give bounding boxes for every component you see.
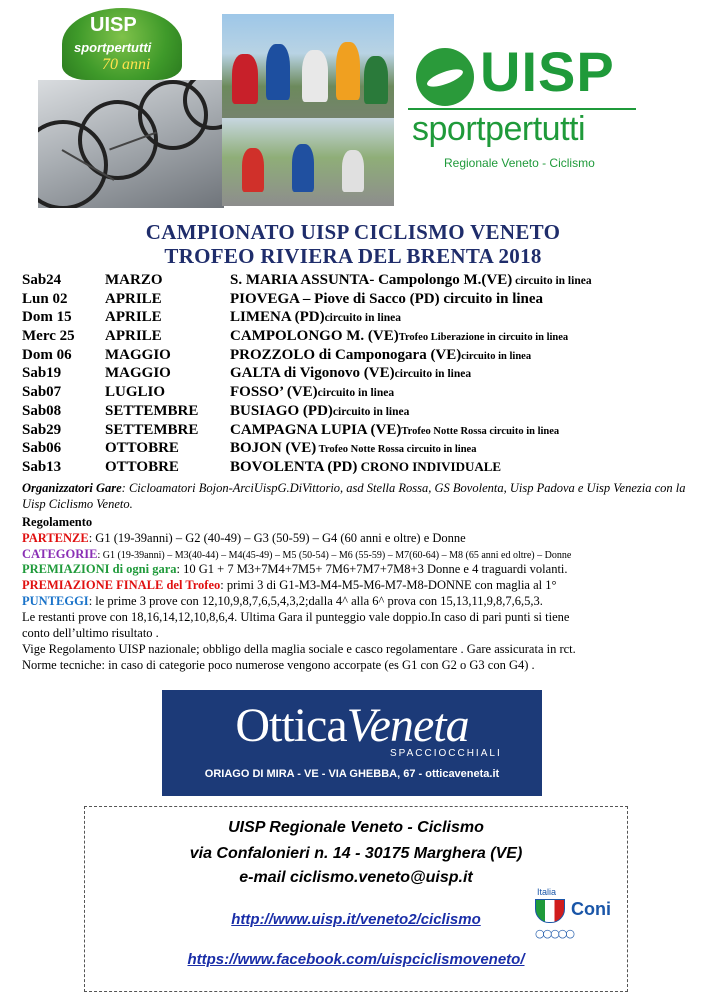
race-place (230, 347, 531, 364)
punteggi-text: : le prime 3 prove con 12,10,9,8,7,6,5,4,3,2;dalla 4^ alla 6^ prova con 15,13,11,9,8,7,6,5,3. (88, 594, 543, 608)
race-day: Sab06 (22, 440, 62, 457)
race-place-name: PIOVEGA – Piove di Sacco (PD) circuito in linea (230, 290, 544, 307)
uisp-70-anni-badge (62, 8, 182, 80)
race-day: Sab24 (22, 272, 62, 288)
race-day: Sab29 (22, 421, 62, 438)
rules-partenze (22, 531, 692, 547)
schedule-row (22, 459, 692, 478)
race-place (230, 365, 471, 382)
partenze-label: PARTENZE (22, 531, 89, 545)
logo-region: Regionale Veneto - Ciclismo (444, 156, 595, 170)
race-place (230, 459, 501, 476)
race-month: APRILE (105, 328, 162, 345)
race-day: Sab19 (22, 365, 62, 382)
race-day: Sab13 (22, 458, 62, 475)
sponsor-name-b: Veneta (346, 699, 469, 752)
schedule-row (22, 403, 692, 422)
schedule-row (22, 272, 692, 291)
race-month: LUGLIO (105, 384, 166, 401)
race-place (230, 272, 592, 289)
race-place (230, 309, 401, 326)
race-day: Merc 25 (22, 328, 75, 345)
race-place-name: S. MARIA ASSUNTA- Campolongo M.(VE) (230, 272, 513, 288)
punteggi-label: PUNTEGGI (22, 594, 89, 608)
premiazioni-label: PREMIAZIONI di ogni gara (22, 562, 177, 576)
race-note: Trofeo Notte Rossa circuito in linea (401, 425, 560, 437)
sponsor-banner (162, 690, 542, 796)
olympic-rings-icon: ○○○○○ (535, 927, 573, 940)
categorie-label: CATEGORIE (22, 547, 98, 561)
race-month: SETTEMBRE (105, 402, 199, 419)
race-note: Trofeo Liberazione in circuito in linea (398, 332, 569, 344)
race-day: Sab08 (22, 402, 62, 419)
race-finish-arch-photo (222, 118, 394, 206)
race-schedule (22, 272, 692, 478)
schedule-row (22, 440, 692, 459)
uisp-logo (408, 42, 638, 192)
bicycle-wheels-photo (38, 80, 224, 208)
race-note: circuito in linea (332, 405, 410, 418)
race-day: Dom 06 (22, 346, 72, 363)
rules-punteggi (22, 594, 692, 610)
race-place-name: BUSIAGO (PD) (230, 402, 333, 419)
coni-logo (531, 887, 621, 947)
rules-premiazione-finale (22, 578, 692, 594)
rules-heading: Regolamento (22, 515, 93, 529)
race-note: CRONO INDIVIDUALE (357, 458, 502, 474)
race-note: circuito in linea (317, 387, 395, 400)
race-note: circuito in linea (394, 368, 472, 381)
race-place-name: GALTA di Vigonovo (VE) (230, 365, 395, 382)
rules-line: conto dell’ultimo risultato . (22, 626, 159, 640)
race-place (230, 291, 543, 308)
uisp-runner-icon (416, 48, 474, 106)
race-note: circuito in linea (461, 350, 532, 362)
race-day: Lun 02 (22, 290, 68, 307)
race-month: MAGGIO (105, 365, 171, 382)
schedule-row (22, 328, 692, 347)
race-place-name: CAMPAGNA LUPIA (VE) (230, 421, 402, 438)
race-month: OTTOBRE (105, 440, 179, 457)
categorie-text: : G1 (19-39anni) – M3(40-44) – M4(45-49) – M5 (50-54) – M6 (55-59) – M7(60-64) – M8 (65 anni ed oltre) – Donne (97, 550, 572, 561)
race-note: Trofeo Notte Rossa circuito in linea (316, 444, 477, 456)
race-month: MARZO (105, 272, 163, 288)
rules-line: Norme tecniche: in caso di categorie poco numerose vengono accorpate (es G1 con G2 o G3 con G4) . (22, 658, 535, 672)
organizers-label: Organizzatori Gare (22, 481, 122, 495)
race-place-name: FOSSO’ (VE) (230, 384, 318, 401)
page-subtitle: TROFEO RIVIERA DEL BRENTA 2018 (164, 244, 542, 268)
logo-slogan: sportpertutti (412, 110, 586, 148)
race-place-name: LIMENA (PD) (230, 309, 325, 326)
facebook-link[interactable]: https://www.facebook.com/uispciclismoveneto/ (187, 951, 525, 968)
schedule-row (22, 309, 692, 328)
contact-org: UISP Regionale Veneto - Ciclismo (228, 819, 484, 836)
finale-label: PREMIAZIONE FINALE del Trofeo (22, 578, 221, 592)
race-note: circuito in linea (512, 275, 592, 287)
race-place (230, 328, 568, 345)
finale-text: : primi 3 di G1-M3-M4-M5-M6-M7-M8-DONNE con maglia al 1° (220, 578, 557, 592)
race-place-name: PROZZOLO di Camponogara (VE) (230, 346, 462, 363)
race-day: Sab07 (22, 384, 62, 401)
sponsor-address: ORIAGO DI MIRA - VE - VIA GHEBBA, 67 - otticaveneta.it (204, 768, 500, 780)
organizers-body: : Cicloamatori Bojon-ArciUispG.DiVittorio, asd Stella Rossa, GS Bovolenta, Uisp Padova e Uisp Venezia con la Uisp Ciclismo Veneto. (22, 481, 686, 511)
rules-premiazioni (22, 562, 692, 578)
sponsor-name-a: Ottica (235, 699, 347, 752)
race-place-name: CAMPOLONGO M. (VE) (230, 328, 399, 345)
race-place (230, 403, 409, 420)
sponsor-name (162, 699, 542, 752)
race-day: Dom 15 (22, 309, 72, 326)
sponsor-tagline: SPACCIOCCHIALI (390, 748, 502, 759)
badge-anniversary: 70 anni (102, 56, 151, 73)
race-place (230, 440, 476, 457)
coni-label: Coni (571, 899, 611, 919)
race-month: SETTEMBRE (105, 421, 199, 438)
logo-brand: UISP (480, 40, 615, 103)
page-title: CAMPIONATO UISP CICLISMO VENETO (145, 220, 561, 244)
schedule-row (22, 384, 692, 403)
badge-slogan: sportpertutti (74, 40, 152, 55)
rules-line: Vige Regolamento UISP nazionale; obbligo della maglia sociale e casco regolamentare . Gare assicurata in rct. (22, 642, 576, 656)
race-month: APRILE (105, 290, 162, 307)
coni-italia-label: Italia (537, 887, 557, 897)
race-place-name: BOJON (VE) (230, 440, 317, 457)
race-place-name: BOVOLENTA (PD) (230, 458, 358, 475)
partenze-text: : G1 (19-39anni) – G2 (40-49) – G3 (50-59) – G4 (60 anni e oltre) e Donne (88, 531, 466, 545)
race-place (230, 384, 394, 401)
contact-email[interactable]: e-mail ciclismo.veneto@uisp.it (239, 869, 473, 886)
race-month: MAGGIO (105, 346, 171, 363)
schedule-row (22, 347, 692, 366)
rules-line: Le restanti prove con 18,16,14,12,10,8,6,4. Ultima Gara il punteggio vale doppio.In caso di pari punti si tiene (22, 610, 570, 624)
coni-shield-icon (535, 899, 565, 923)
race-note: circuito in linea (324, 312, 402, 325)
premiazioni-text: : 10 G1 + 7 M3+7M4+7M5+ 7M6+7M7+7M8+3 Donne e 4 traguardi volanti. (176, 562, 568, 576)
badge-brand: UISP (90, 14, 137, 36)
website-link[interactable]: http://www.uisp.it/veneto2/ciclismo (231, 911, 481, 928)
organizers-text (22, 481, 692, 512)
race-month: OTTOBRE (105, 458, 179, 475)
contact-address: via Confalonieri n. 14 - 30175 Marghera (VE) (189, 845, 523, 862)
race-month: APRILE (105, 309, 162, 326)
race-place (230, 422, 559, 439)
schedule-row (22, 422, 692, 441)
contact-box (84, 806, 628, 992)
schedule-row (22, 291, 692, 310)
schedule-row (22, 365, 692, 384)
